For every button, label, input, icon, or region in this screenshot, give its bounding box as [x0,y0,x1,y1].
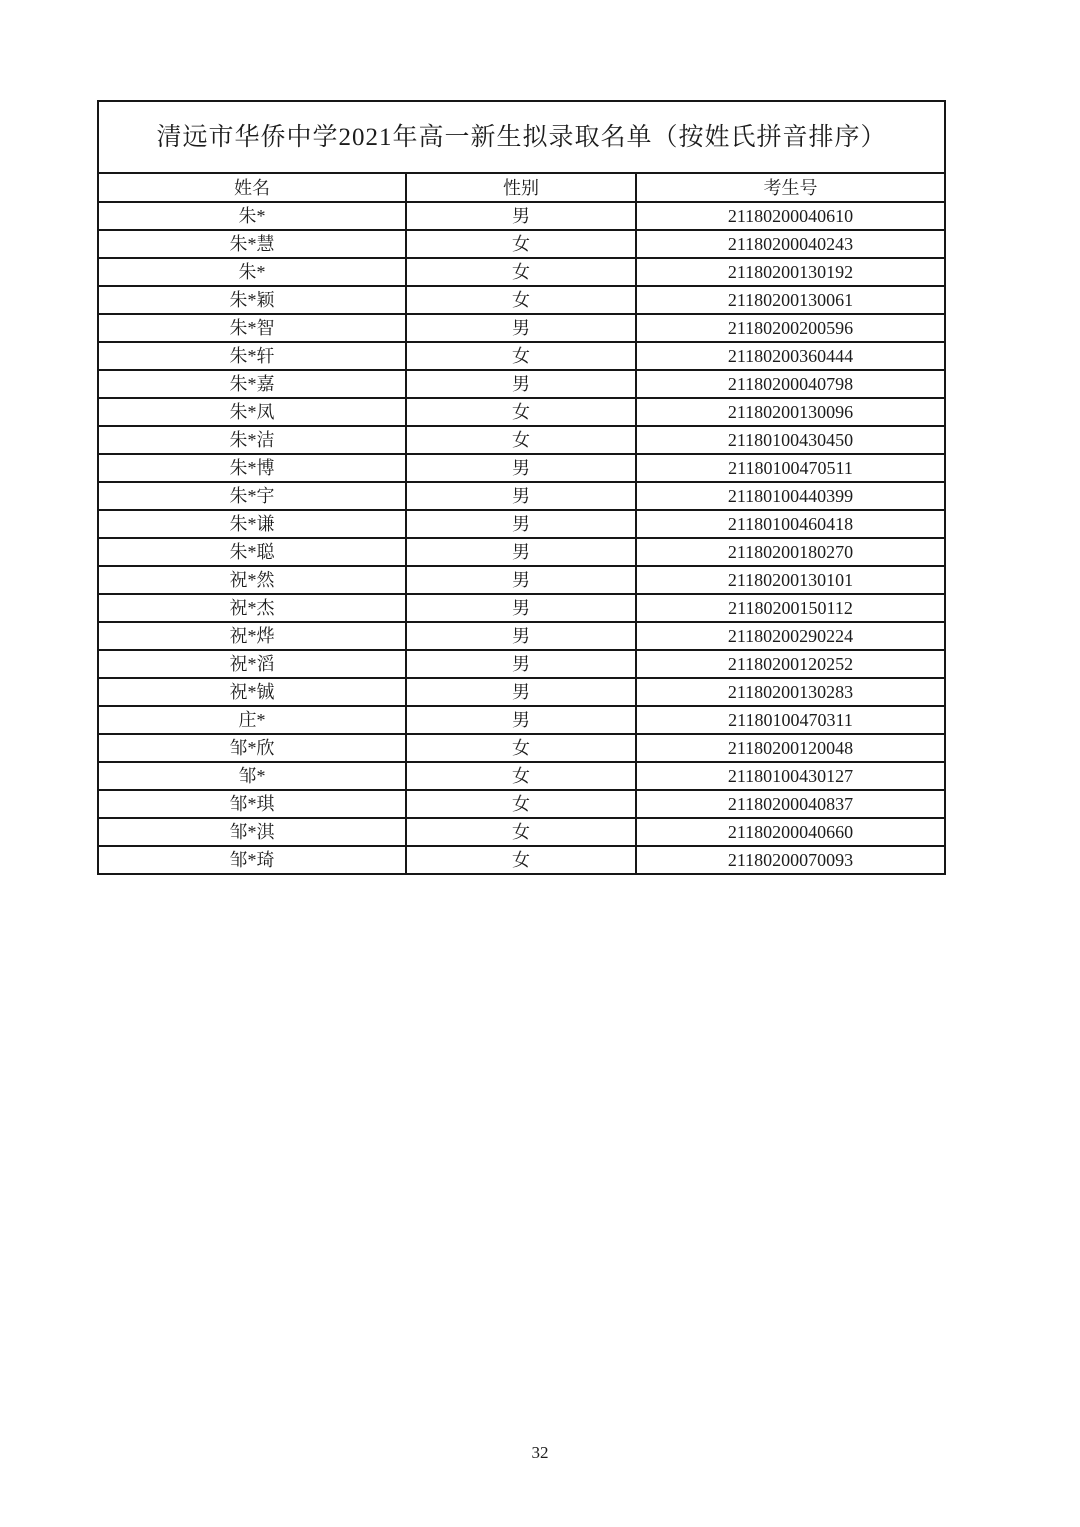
candidate-no-cell: 21180200130101 [636,566,945,594]
candidate-no-cell: 21180100430450 [636,426,945,454]
table-row [98,230,945,258]
candidate-no-cell: 21180200130061 [636,286,945,314]
gender-cell: 男 [406,650,636,678]
table-row [98,818,945,846]
name-cell: 朱* [98,202,406,230]
candidate-no-cell: 21180200130096 [636,398,945,426]
gender-cell: 男 [406,594,636,622]
name-cell: 朱*博 [98,454,406,482]
column-header-gender: 性别 [406,173,636,202]
table-header-row [98,173,945,202]
table-row [98,790,945,818]
table-row [98,398,945,426]
candidate-no-cell: 21180200040798 [636,370,945,398]
name-cell: 朱* [98,258,406,286]
name-cell: 朱*颖 [98,286,406,314]
table-row [98,258,945,286]
admission-list-table [97,100,946,875]
column-header-name: 姓名 [98,173,406,202]
table-row [98,314,945,342]
admission-table-body [98,101,945,874]
column-header-candidate-no: 考生号 [636,173,945,202]
candidate-no-cell: 21180200130283 [636,678,945,706]
name-cell: 祝*滔 [98,650,406,678]
table-row [98,454,945,482]
gender-cell: 女 [406,230,636,258]
candidate-no-cell: 21180200040837 [636,790,945,818]
gender-cell: 女 [406,286,636,314]
table-row [98,650,945,678]
name-cell: 朱*轩 [98,342,406,370]
candidate-no-cell: 21180100470511 [636,454,945,482]
candidate-no-cell: 21180200360444 [636,342,945,370]
name-cell: 邹*淇 [98,818,406,846]
name-cell: 邹*琦 [98,846,406,874]
name-cell: 邹*欣 [98,734,406,762]
table-row [98,762,945,790]
gender-cell: 男 [406,678,636,706]
document-title: 清远市华侨中学2021年高一新生拟录取名单（按姓氏拼音排序） [98,101,945,173]
gender-cell: 男 [406,622,636,650]
gender-cell: 女 [406,818,636,846]
gender-cell: 男 [406,314,636,342]
gender-cell: 女 [406,762,636,790]
gender-cell: 男 [406,706,636,734]
gender-cell: 女 [406,342,636,370]
table-row [98,202,945,230]
candidate-no-cell: 21180200120048 [636,734,945,762]
table-row [98,510,945,538]
name-cell: 朱*智 [98,314,406,342]
candidate-no-cell: 21180100430127 [636,762,945,790]
gender-cell: 女 [406,398,636,426]
gender-cell: 男 [406,482,636,510]
gender-cell: 男 [406,566,636,594]
name-cell: 祝*然 [98,566,406,594]
candidate-no-cell: 21180100440399 [636,482,945,510]
table-row [98,342,945,370]
name-cell: 邹* [98,762,406,790]
candidate-no-cell: 21180200130192 [636,258,945,286]
name-cell: 朱*宇 [98,482,406,510]
name-cell: 朱*凤 [98,398,406,426]
name-cell: 朱*洁 [98,426,406,454]
candidate-no-cell: 21180200290224 [636,622,945,650]
gender-cell: 男 [406,454,636,482]
table-row [98,426,945,454]
gender-cell: 男 [406,202,636,230]
name-cell: 朱*聪 [98,538,406,566]
candidate-no-cell: 21180200040243 [636,230,945,258]
table-row [98,846,945,874]
table-row [98,622,945,650]
table-row [98,734,945,762]
gender-cell: 女 [406,426,636,454]
table-row [98,594,945,622]
candidate-no-cell: 21180200040660 [636,818,945,846]
table-row [98,482,945,510]
table-row [98,286,945,314]
name-cell: 朱*嘉 [98,370,406,398]
candidate-no-cell: 21180200200596 [636,314,945,342]
name-cell: 祝*铖 [98,678,406,706]
name-cell: 祝*烨 [98,622,406,650]
gender-cell: 男 [406,538,636,566]
table-row [98,706,945,734]
table-row [98,678,945,706]
name-cell: 祝*杰 [98,594,406,622]
name-cell: 庄* [98,706,406,734]
candidate-no-cell: 21180200040610 [636,202,945,230]
page-number: 32 [531,1443,549,1462]
candidate-no-cell: 21180200120252 [636,650,945,678]
title-row [98,101,945,173]
table-row [98,538,945,566]
gender-cell: 男 [406,510,636,538]
candidate-no-cell: 21180200150112 [636,594,945,622]
name-cell: 朱*慧 [98,230,406,258]
table-row [98,370,945,398]
gender-cell: 女 [406,790,636,818]
candidate-no-cell: 21180200070093 [636,846,945,874]
name-cell: 朱*谦 [98,510,406,538]
gender-cell: 女 [406,258,636,286]
candidate-no-cell: 21180100460418 [636,510,945,538]
gender-cell: 男 [406,370,636,398]
gender-cell: 女 [406,734,636,762]
table-row [98,566,945,594]
candidate-no-cell: 21180100470311 [636,706,945,734]
gender-cell: 女 [406,846,636,874]
candidate-no-cell: 21180200180270 [636,538,945,566]
name-cell: 邹*琪 [98,790,406,818]
